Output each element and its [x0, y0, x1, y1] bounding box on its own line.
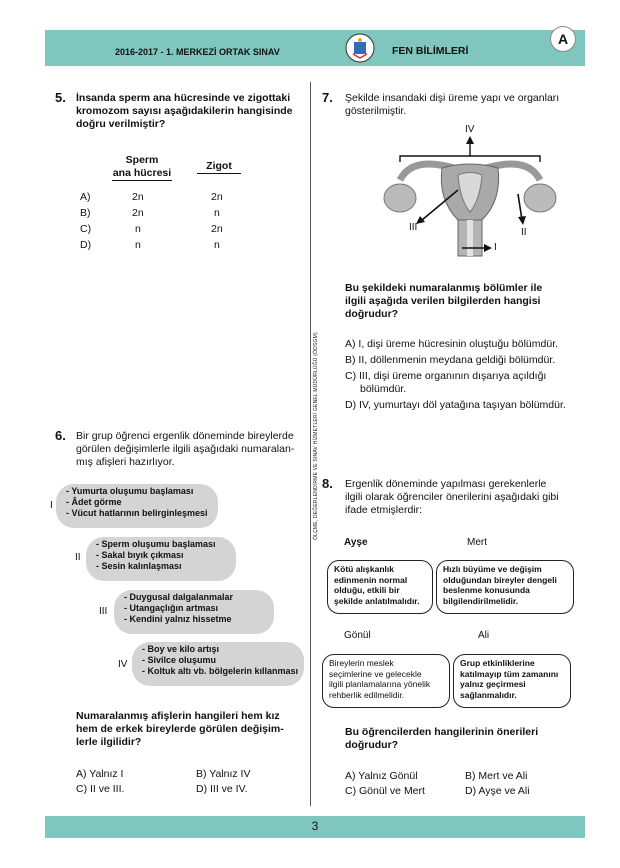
header-bar	[45, 30, 585, 66]
poster-1-number: I	[50, 500, 53, 511]
q5-option-d[interactable]: D) n n	[80, 239, 220, 251]
q5-option-a[interactable]: A) 2n 2n	[80, 191, 223, 203]
q8-question: Bu öğrencilerden hangilerinin önerileri doğrudur?	[345, 726, 539, 751]
q6-option-d[interactable]: D) III ve IV.	[196, 783, 248, 795]
q5-option-b[interactable]: B) 2n n	[80, 207, 220, 219]
poster-4: - Boy ve kilo artışı - Sivilce oluşumu - Koltuk altı vb. bölgelerin kıllanması	[132, 642, 304, 686]
column-divider	[310, 82, 311, 806]
q7-number: 7.	[322, 90, 333, 105]
q8-option-d[interactable]: D) Ayşe ve Ali	[465, 785, 530, 797]
q7-option-b[interactable]: B) II, döllenmenin meydana geldiği bölümdür.	[345, 354, 556, 366]
booklet-badge: A	[550, 26, 576, 52]
q5-option-c[interactable]: C) n 2n	[80, 223, 223, 235]
q7-option-a[interactable]: A) I, dişi üreme hücresinin oluştuğu bölümdür.	[345, 338, 559, 350]
q6-question: Numaralanmış afişlerin hangileri hem kız hem de erkek bireylerde görülen değişim- lerle ilgilidir?	[76, 710, 284, 748]
q8-option-b[interactable]: B) Mert ve Ali	[465, 770, 528, 782]
reproductive-diagram-icon	[370, 120, 570, 260]
q7-question: Bu şekildeki numaralanmış bölümler ile ilgili aşağıda verilen bilgilerden hangisi doğrudur?	[345, 282, 543, 320]
student-ali-bubble: Grup etkinliklerine katılmayıp tüm zamanını yalnız geçirmesi sağlanmalıdır.	[453, 654, 571, 708]
footer-bar	[45, 816, 585, 838]
q5-number: 5.	[55, 90, 66, 105]
student-ayse-name: Ayşe	[344, 537, 368, 548]
q8-text: Ergenlik döneminde yapılması gerekenlerle ilgili olarak öğrenciler önerilerini aşağıdaki gibi ifade etmişlerdir:	[345, 478, 559, 516]
q5-options	[80, 189, 260, 253]
ministry-logo-icon	[343, 32, 377, 64]
label-ii: II	[521, 227, 527, 238]
q5-col2-header: Zigot	[197, 160, 241, 174]
q5-text: İnsanda sperm ana hücresinde ve zigottaki kromozom sayısı aşağıdakilerin hangisinde doğru verilmiştir?	[76, 92, 293, 130]
student-ayse-bubble: Kötü alışkanlık edinmenin normal olduğu, etkili bir şekilde anlatılmalıdır.	[327, 560, 433, 614]
q7-option-d[interactable]: D) IV, yumurtayı döl yatağına taşıyan bölümdür.	[345, 399, 566, 411]
poster-1: - Yumurta oluşumu başlaması - Âdet görme - Vücut hatlarının belirginleşmesi	[56, 484, 218, 528]
q6-option-b[interactable]: B) Yalnız IV	[196, 768, 251, 780]
exam-title: 2016-2017 - 1. MERKEZİ ORTAK SINAV	[115, 47, 280, 57]
q6-option-a[interactable]: A) Yalnız I	[76, 768, 124, 780]
label-iii: III	[409, 222, 418, 233]
poster-3: - Duygusal dalgalanmalar - Utangaçlığın artması - Kendini yalnız hissetme	[114, 590, 274, 634]
student-gonul-bubble: Bireylerin meslek seçimlerine ve gelecekle ilgili planlamalarına yönelik rehberlik edilmelidir.	[322, 654, 450, 708]
q8-option-c[interactable]: C) Gönül ve Mert	[345, 785, 425, 797]
q7-option-c[interactable]: C) III, dişi üreme organının dışarıya açıldığı bölümdür.	[345, 370, 547, 395]
q7-text: Şekilde insandaki dişi üreme yapı ve organları gösterilmiştir.	[345, 92, 560, 117]
q6-number: 6.	[55, 428, 66, 443]
q6-option-c[interactable]: C) II ve III.	[76, 783, 125, 795]
q8-number: 8.	[322, 476, 333, 491]
poster-2: - Sperm oluşumu başlaması - Sakal bıyık çıkması - Sesin kalınlaşması	[86, 537, 236, 581]
label-iv: IV	[465, 124, 475, 135]
student-gonul-name: Gönül	[344, 630, 371, 641]
label-i: I	[494, 242, 497, 253]
poster-4-number: IV	[118, 659, 128, 670]
student-mert-bubble: Hızlı büyüme ve değişim olduğundan bireyler dengeli beslenme konusunda bilgilendirilmelidir.	[436, 560, 574, 614]
side-text: ÖLÇME, DEĞERLENDİRME VE SINAV HİZMETLERİ GENEL MÜDÜRLÜĞÜ (ÖDSGM)	[313, 332, 319, 540]
poster-3-number: III	[99, 606, 108, 617]
q6-text: Bir grup öğrenci ergenlik döneminde bireylerde görülen değişimlerle ilgili aşağıdaki numaralan- mış afişleri hazırlıyor.	[76, 430, 295, 468]
poster-2-number: II	[75, 552, 81, 563]
student-ali-name: Ali	[478, 630, 490, 641]
student-mert-name: Mert	[467, 537, 487, 548]
page-number: 3	[311, 819, 319, 833]
q5-col1-header: Sperm ana hücresi	[112, 154, 172, 179]
subject-title: FEN BİLİMLERİ	[392, 45, 469, 57]
q8-option-a[interactable]: A) Yalnız Gönül	[345, 770, 418, 782]
